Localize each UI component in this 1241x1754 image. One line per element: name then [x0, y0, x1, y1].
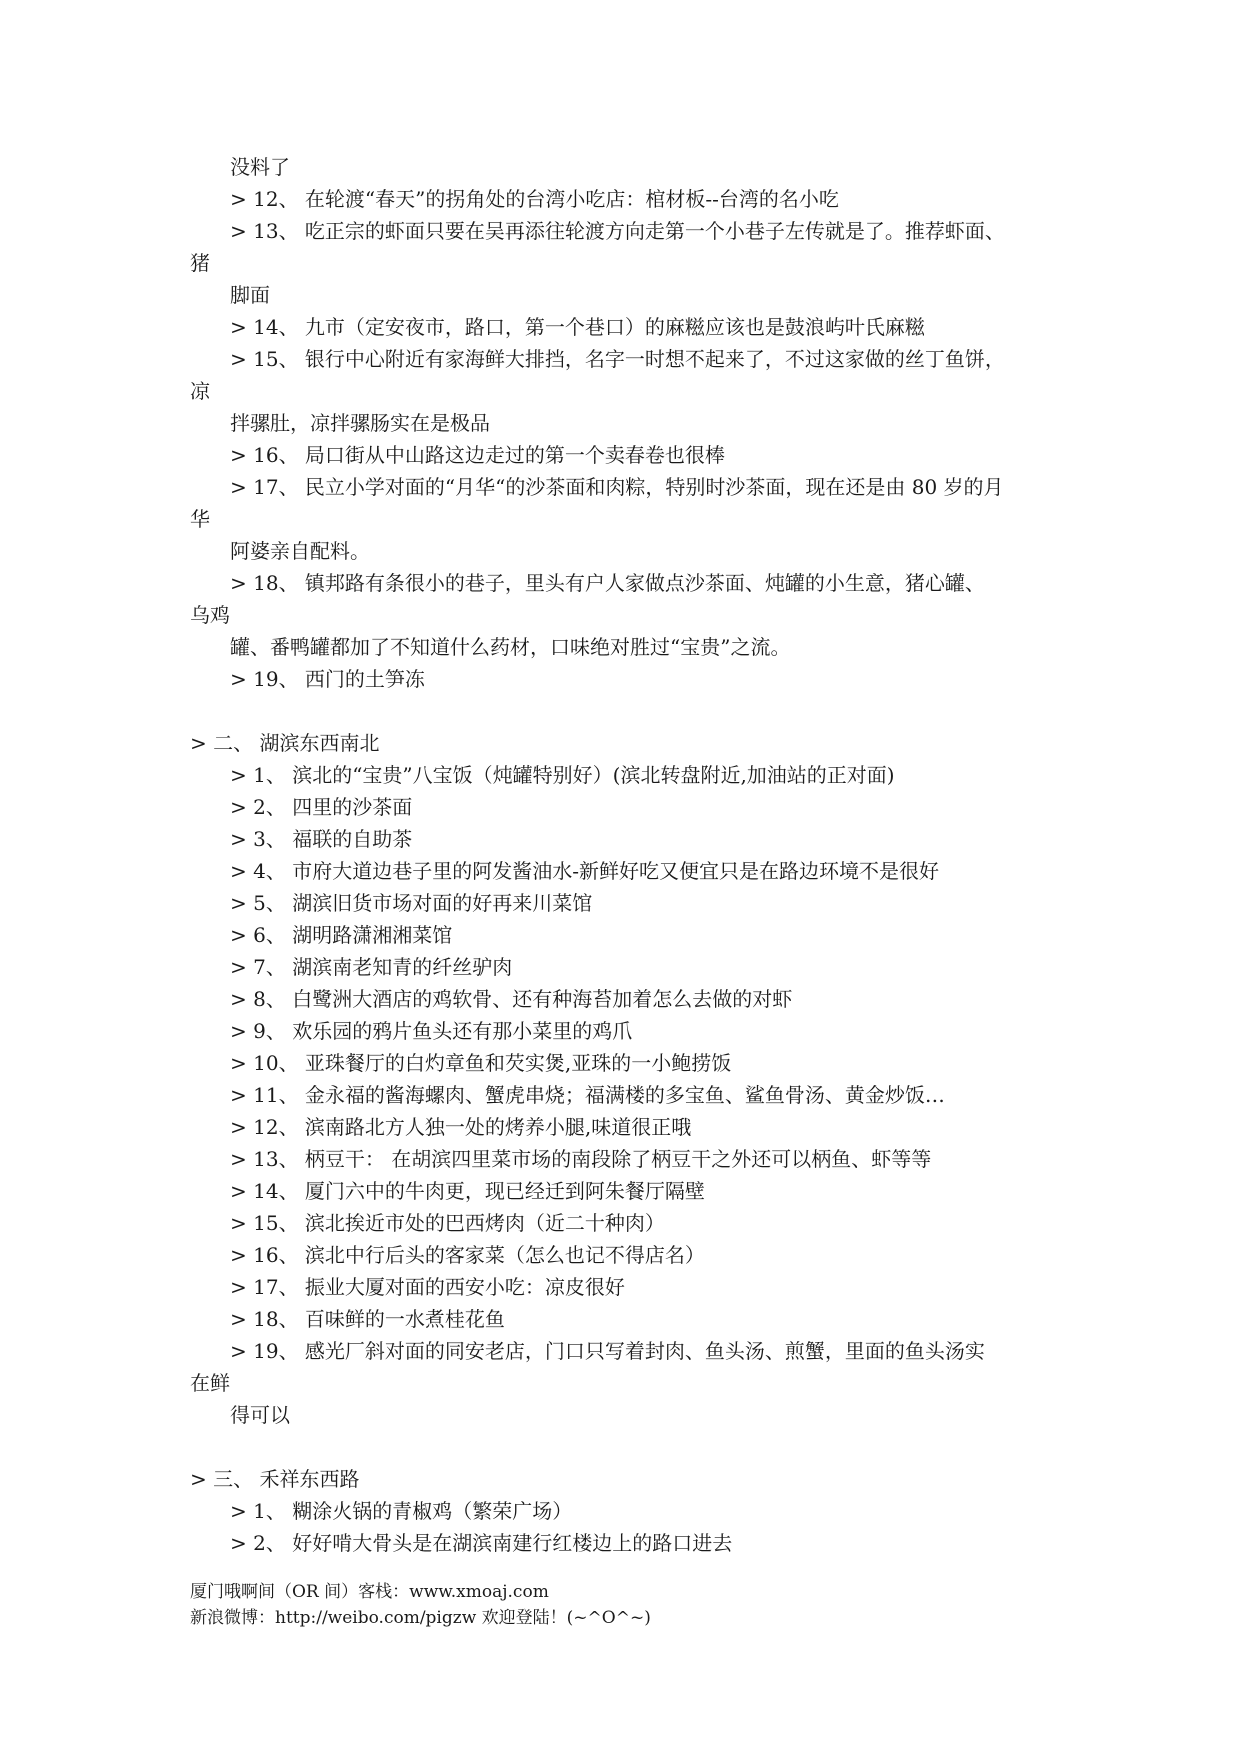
- list-item: > 16、 局口街从中山路这边走过的第一个卖春卷也很棒: [230, 443, 725, 467]
- list-item: > 18、 镇邦路有条很小的巷子，里头有户人家做点沙茶面、炖罐的小生意，猪心罐、: [230, 571, 985, 595]
- list-item: > 15、 滨北挨近市处的巴西烤肉（近二十种肉）: [230, 1211, 665, 1235]
- list-item: > 9、 欢乐园的鸦片鱼头还有那小菜里的鸡爪: [230, 1019, 633, 1043]
- list-item: > 10、 亚珠餐厅的白灼章鱼和芡实煲,亚珠的一小鲍捞饭: [230, 1051, 732, 1075]
- list-item: > 5、 湖滨旧货市场对面的好再来川菜馆: [230, 891, 593, 915]
- text-line: 拌骡肚，凉拌骡肠实在是极品: [230, 411, 490, 435]
- text-line: 阿婆亲自配料。: [230, 539, 370, 563]
- text-line: 脚面: [230, 283, 270, 307]
- footer-line: 厦门哦啊间（OR 间）客栈：www.xmoaj.com: [190, 1582, 549, 1602]
- list-item: > 11、 金永福的酱海螺肉、蟹虎串烧；福满楼的多宝鱼、鲨鱼骨汤、黄金炒饭…: [230, 1083, 945, 1107]
- section-heading: > 三、 禾祥东西路: [190, 1467, 360, 1491]
- list-item: > 8、 白鹭洲大酒店的鸡软骨、还有种海苔加着怎么去做的对虾: [230, 987, 793, 1011]
- text-line: 得可以: [230, 1403, 290, 1427]
- list-item: > 6、 湖明路潇湘湘菜馆: [230, 923, 453, 947]
- list-item: > 2、 四里的沙茶面: [230, 795, 413, 819]
- list-item: > 17、 民立小学对面的“月华“的沙茶面和肉粽，特别时沙茶面，现在还是由 80 岁的月: [230, 475, 1004, 499]
- text-line: 罐、番鸭罐都加了不知道什么药材，口味绝对胜过“宝贵”之流。: [230, 635, 791, 659]
- list-item: > 12、 滨南路北方人独一处的烤养小腿,味道很正哦: [230, 1115, 692, 1139]
- text-line: 在鲜: [190, 1371, 230, 1395]
- list-item: > 2、 好好啃大骨头是在湖滨南建行红楼边上的路口进去: [230, 1531, 733, 1555]
- list-item: > 13、 吃正宗的虾面只要在吴再添往轮渡方向走第一个小巷子左传就是了。推荐虾面、: [230, 219, 1005, 243]
- list-item: > 16、 滨北中行后头的客家菜（怎么也记不得店名）: [230, 1243, 705, 1267]
- list-item: > 7、 湖滨南老知青的纤丝驴肉: [230, 955, 513, 979]
- list-item: > 19、 西门的土笋冻: [230, 667, 425, 691]
- text-line: 猪: [190, 251, 210, 275]
- list-item: > 1、 糊涂火锅的青椒鸡（繁荣广场）: [230, 1499, 573, 1523]
- text-line: 华: [190, 507, 210, 531]
- list-item: > 14、 九市（定安夜市，路口，第一个巷口）的麻糍应该也是鼓浪屿叶氏麻糍: [230, 315, 925, 339]
- list-item: > 19、 感光厂斜对面的同安老店，门口只写着封肉、鱼头汤、煎蟹，里面的鱼头汤实: [230, 1339, 985, 1363]
- list-item: > 12、 在轮渡“春天”的拐角处的台湾小吃店：棺材板--台湾的名小吃: [230, 187, 839, 211]
- footer-line: 新浪微博：http://weibo.com/pigzw 欢迎登陆！(~^O^~): [190, 1608, 651, 1628]
- list-item: > 1、 滨北的“宝贵”八宝饭（炖罐特别好）(滨北转盘附近,加油站的正对面): [230, 763, 895, 787]
- list-item: > 17、 振业大厦对面的西安小吃：凉皮很好: [230, 1275, 625, 1299]
- text-line: 没料了: [230, 155, 290, 179]
- list-item: > 3、 福联的自助茶: [230, 827, 413, 851]
- list-item: > 13、 柄豆干： 在胡滨四里菜市场的南段除了柄豆干之外还可以柄鱼、虾等等: [230, 1147, 932, 1171]
- text-line: 凉: [190, 379, 210, 403]
- list-item: > 18、 百味鲜的一水煮桂花鱼: [230, 1307, 505, 1331]
- list-item: > 15、 银行中心附近有家海鲜大排挡，名字一时想不起来了，不过这家做的丝丁鱼饼，: [230, 347, 1005, 371]
- section-heading: > 二、 湖滨东西南北: [190, 731, 380, 755]
- text-line: 乌鸡: [190, 603, 230, 627]
- list-item: > 14、 厦门六中的牛肉更，现已经迁到阿朱餐厅隔壁: [230, 1179, 705, 1203]
- list-item: > 4、 市府大道边巷子里的阿发酱油水-新鲜好吃又便宜只是在路边环境不是很好: [230, 859, 939, 883]
